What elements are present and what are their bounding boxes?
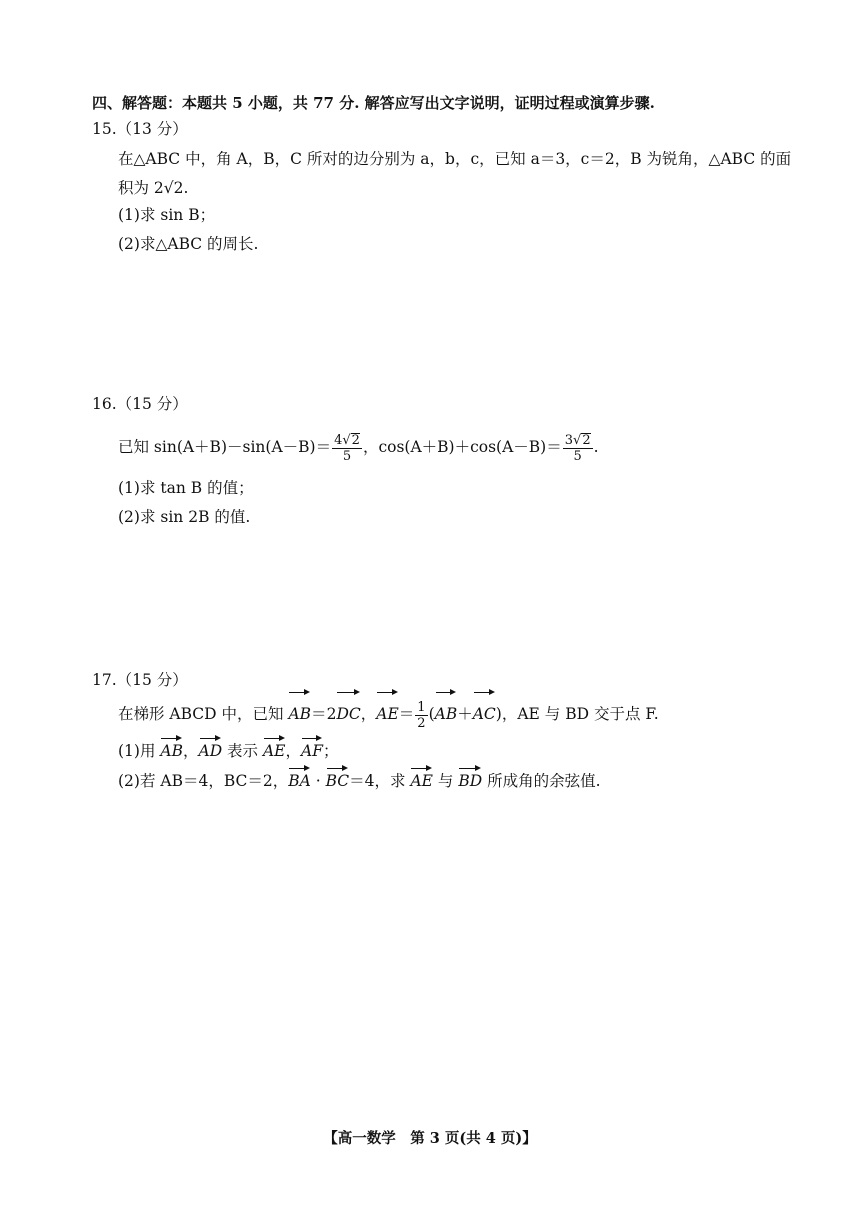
vector-ae: AE [262, 742, 286, 760]
q16-part2: (2)求 sin 2B 的值. [118, 508, 251, 526]
dot-product: · [310, 772, 326, 790]
q16-frac2-radicand: 2 [582, 432, 591, 448]
comma: ， [360, 705, 377, 723]
q16-stem [118, 427, 599, 467]
vector-ad: AD [198, 742, 223, 760]
page-footer: 【高一数学 第 3 页(共 4 页)】 [323, 1130, 537, 1147]
vector-bc: BC [325, 772, 350, 790]
vector-ab: AB [435, 694, 458, 734]
equals-sign: ＝ [398, 705, 415, 723]
q16-stem-end: . [593, 438, 599, 456]
q17-part2-middle: ＝4，求 [349, 772, 411, 790]
q16-frac2-denominator: 5 [573, 448, 582, 464]
q17-part2 [118, 770, 601, 792]
q15-part1: (1)求 sin B； [118, 206, 216, 224]
q16-number: 16.（15 分） [92, 395, 188, 413]
comma: ， [182, 742, 199, 760]
q17-number: 17.（15 分） [92, 671, 188, 689]
q16-part1: (1)求 tan B 的值； [118, 479, 254, 497]
q15-stem-line2: 积为 2√2. [118, 179, 189, 197]
q16-frac1-coef: 4 [334, 432, 343, 448]
q17-part1 [118, 740, 338, 762]
q16-stem-prefix: 已知 sin(A＋B)－sin(A－B)＝ [118, 438, 332, 456]
comma: ， [285, 742, 302, 760]
vector-ab: AB [160, 742, 183, 760]
q16-frac1-radicand: 2 [351, 432, 360, 448]
q15-part2: (2)求△ABC 的周长. [118, 235, 259, 253]
q17-stem-suffix: ，AE 与 BD 交于点 F. [501, 705, 659, 723]
half-numerator: 1 [417, 699, 426, 715]
vector-bd: BD [458, 772, 483, 790]
q17-part2-and: 与 [432, 772, 459, 790]
q17-stem [118, 694, 659, 734]
q15-number: 15.（13 分） [92, 120, 188, 138]
vector-ae: AE [376, 694, 399, 734]
q17-part1-end: ； [322, 742, 339, 760]
q16-fraction-2: $\frac{3√2}{5}$ [564, 432, 591, 464]
half-denominator: 2 [417, 715, 426, 731]
q15-stem-line1: 在△ABC 中，角 A，B，C 所对的边分别为 a，b，c，已知 a＝3，c＝2，B 为锐角，△ABC 的面 [118, 150, 792, 168]
q17-part2-prefix: (2)若 AB＝4，BC＝2， [118, 772, 289, 790]
section-heading: 四、解答题：本题共 5 小题，共 77 分. 解答应写出文字说明，证明过程或演算步骤. [92, 94, 655, 112]
vector-ab: AB [288, 694, 311, 734]
vector-dc: DC [336, 694, 360, 734]
fraction-half [415, 700, 427, 731]
vector-ba: BA [288, 772, 311, 790]
q17-part2-end: 所成角的余弦值. [482, 772, 601, 790]
q16-fraction-1: $\frac{4√2}{5}$ [334, 432, 360, 464]
vector-ac: AC [473, 694, 496, 734]
coefficient-two: 2 [326, 705, 337, 723]
q17-stem-prefix: 在梯形 ABCD 中，已知 [118, 705, 289, 723]
q17-part1-prefix: (1)用 [118, 742, 161, 760]
q16-frac2-coef: 3 [564, 432, 574, 448]
q16-stem-mid: ，cos(A＋B)＋cos(A－B)＝ [362, 438, 562, 456]
paren-open: ( [428, 705, 435, 723]
vector-ae: AE [410, 772, 433, 790]
equals-sign: ＝ [311, 705, 327, 723]
vector-af: AF [301, 742, 323, 760]
paren-close: ) [495, 705, 502, 723]
plus-sign: ＋ [457, 705, 473, 723]
q17-part1-middle: 表示 [222, 742, 263, 760]
q16-frac1-denominator: 5 [342, 448, 352, 464]
